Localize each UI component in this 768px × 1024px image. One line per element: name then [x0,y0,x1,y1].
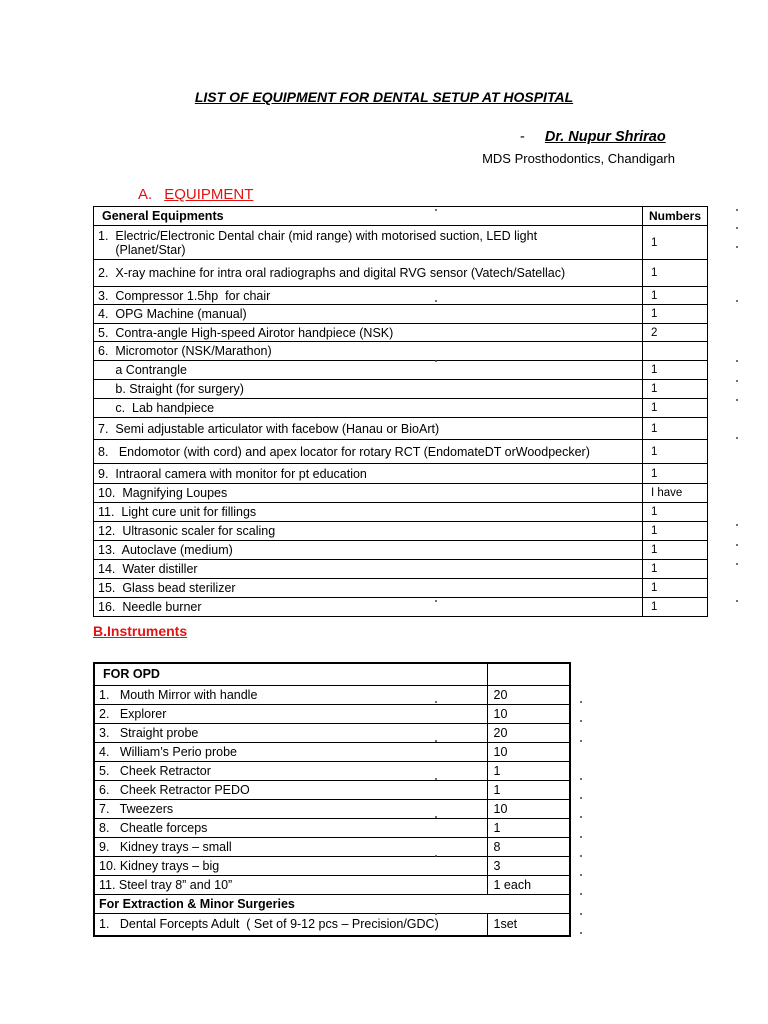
row-item: 2. Explorer [94,704,487,723]
equipment-header-numbers: Numbers [643,207,708,226]
author-name: Dr. Nupur Shrirao [544,129,666,145]
opd-row [94,685,570,704]
row-item: 10. Kidney trays – big [94,856,487,875]
row-item: 1. Mouth Mirror with handle [94,685,487,704]
opd-row [94,818,570,837]
row-quantity: 1 [487,818,570,837]
author-line [520,129,666,145]
opd-header-row [94,663,570,685]
row-item: 4. William’s Perio probe [94,742,487,761]
opd-row [94,875,570,894]
row-item: 3. Compressor 1.5hp for chair [94,287,643,305]
opd-header-blank [487,663,570,685]
row-quantity: 1 [643,440,708,464]
equipment-row [94,260,708,287]
opd-row [94,761,570,780]
row-item: a Contrangle [94,361,643,380]
row-quantity: 20 [487,685,570,704]
equipment-row [94,380,708,399]
row-item: 8. Cheatle forceps [94,818,487,837]
row-quantity: 1 [643,361,708,380]
equipment-row [94,324,708,342]
surgery-header: For Extraction & Minor Surgeries [94,894,570,913]
equipment-row [94,484,708,503]
row-item: 7. Semi adjustable articulator with facebow (Hanau or BioArt) [94,418,643,440]
row-quantity: 1 [643,560,708,579]
row-quantity: 1 [643,399,708,418]
row-item: 16. Needle burner [94,598,643,617]
opd-row [94,704,570,723]
equipment-row [94,440,708,464]
row-item: c. Lab handpiece [94,399,643,418]
row-item: 11. Light cure unit for fillings [94,503,643,522]
row-quantity: 1 [643,464,708,484]
row-item: 10. Magnifying Loupes [94,484,643,503]
row-item: 12. Ultrasonic scaler for scaling [94,522,643,541]
row-quantity: 20 [487,723,570,742]
row-item: 9. Kidney trays – small [94,837,487,856]
section-a-heading [138,186,253,203]
row-quantity: 10 [487,704,570,723]
row-quantity: 8 [487,837,570,856]
equipment-row [94,399,708,418]
row-item: 6. Cheek Retractor PEDO [94,780,487,799]
equipment-row [94,342,708,361]
row-item: 1. Dental Forcepts Adult ( Set of 9-12 pcs – Precision/GDC) [94,913,487,936]
opd-row [94,837,570,856]
row-quantity: 1 [643,305,708,324]
equipment-row [94,287,708,305]
equipment-row [94,598,708,617]
author-qualification: MDS Prosthodontics, Chandigarh [482,151,675,166]
row-quantity: 1set [487,913,570,936]
row-item: 4. OPG Machine (manual) [94,305,643,324]
row-quantity: I have [643,484,708,503]
equipment-row [94,305,708,324]
row-quantity: 2 [643,324,708,342]
row-quantity: 10 [487,742,570,761]
document-title: LIST OF EQUIPMENT FOR DENTAL SETUP AT HOSPITAL [194,89,574,105]
author-dash: - [520,129,525,145]
row-quantity: 1 [643,522,708,541]
row-quantity: 1 [643,598,708,617]
row-quantity: 1 [643,418,708,440]
equipment-row [94,522,708,541]
row-quantity: 10 [487,799,570,818]
opd-row [94,780,570,799]
row-quantity: 1 [643,380,708,399]
opd-row [94,799,570,818]
surgery-row [94,913,570,936]
row-quantity: 1 each [487,875,570,894]
row-item: 11. Steel tray 8” and 10” [94,875,487,894]
row-item: 9. Intraoral camera with monitor for pt education [94,464,643,484]
row-item: 13. Autoclave (medium) [94,541,643,560]
row-quantity: 1 [643,287,708,305]
equipment-row [94,579,708,598]
row-item: 7. Tweezers [94,799,487,818]
opd-row [94,856,570,875]
equipment-table [93,206,708,617]
row-item: 15. Glass bead sterilizer [94,579,643,598]
row-item: 5. Contra-angle High-speed Airotor handpiece (NSK) [94,324,643,342]
instruments-table [93,662,571,937]
row-quantity: 1 [643,226,708,260]
equipment-row [94,418,708,440]
equipment-header-item: General Equipments [94,207,643,226]
row-item: 8. Endomotor (with cord) and apex locator for rotary RCT (EndomateDT orWoodpecker) [94,440,643,464]
row-quantity: 1 [643,541,708,560]
row-item: 6. Micromotor (NSK/Marathon) [94,342,643,361]
row-item: b. Straight (for surgery) [94,380,643,399]
section-a-letter: A. [138,186,153,203]
row-quantity: 1 [487,780,570,799]
opd-row [94,742,570,761]
row-item: 3. Straight probe [94,723,487,742]
section-a-label: EQUIPMENT [164,186,254,203]
row-quantity: 1 [487,761,570,780]
equipment-row [94,541,708,560]
equipment-row [94,226,708,260]
row-item: 14. Water distiller [94,560,643,579]
equipment-row [94,503,708,522]
section-b-heading: B.Instruments [93,623,188,639]
row-item: 1. Electric/Electronic Dental chair (mid range) with motorised suction, LED light (Planet/Star) [94,226,643,260]
equipment-row [94,560,708,579]
row-quantity: 1 [643,579,708,598]
row-quantity: 3 [487,856,570,875]
equipment-row [94,464,708,484]
equipment-header-row [94,207,708,226]
equipment-row [94,361,708,380]
row-quantity: 1 [643,260,708,287]
opd-header: FOR OPD [94,663,487,685]
opd-row [94,723,570,742]
surgery-header-row [94,894,570,913]
row-item: 5. Cheek Retractor [94,761,487,780]
row-quantity [643,342,708,361]
row-quantity: 1 [643,503,708,522]
row-item: 2. X-ray machine for intra oral radiographs and digital RVG sensor (Vatech/Satellac) [94,260,643,287]
